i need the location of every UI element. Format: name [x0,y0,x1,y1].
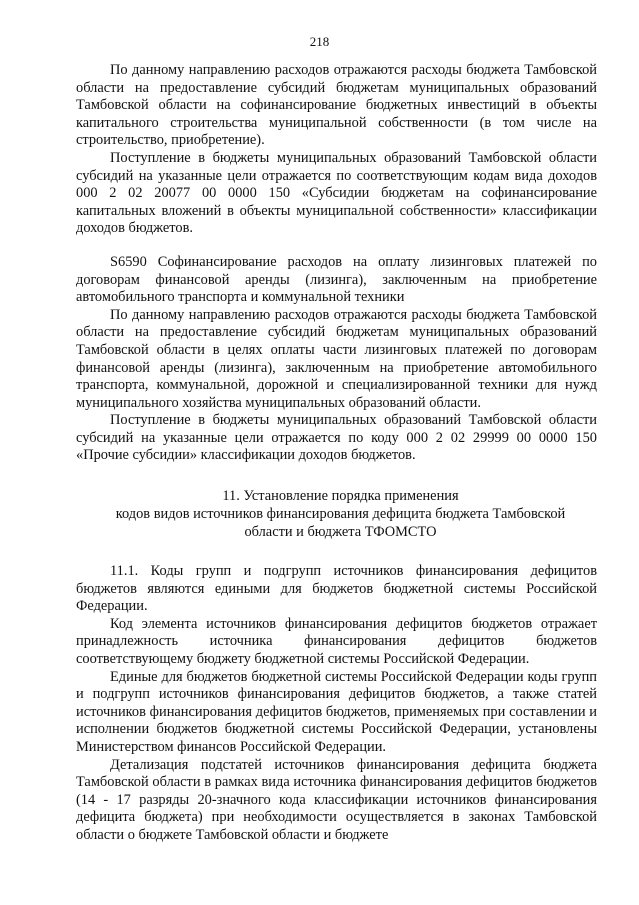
paragraph-element-code: Код элемента источников финансирования дефицитов бюджетов отражает принадлежность источника финансирования дефицитов бюджетов соответствующему бюджету бюджетной системы Российской Федерации. [76,615,597,668]
section-heading-line-3: области и бюджета ТФОМСТО [244,524,437,541]
paragraph-leasing-revenue: Поступление в бюджеты муниципальных образований Тамбовской области субсидий на указанные цели отражается по коду 000 2 02 29999 00 0000 150 «Прочие субсидии» классификации доходов бюджетов. [76,412,597,464]
page-content [76,62,597,845]
paragraph-11-1: 11.1. Коды групп и подгрупп источников финансирования дефицитов бюджетов являются едиными для бюджетов бюджетной системы Российской Федерации. [76,563,597,615]
section-heading-line-1: 11. Установление порядка применения [222,488,459,505]
paragraph-unified-codes: Единые для бюджетов бюджетной системы Российской Федерации коды групп и подгрупп источников финансирования дефицитов бюджетов, а также статей источников финансирования дефицитов бюджетов, применяемых при составлении и исполнении бюджетов бюджетной системы Российской Федерации, установлены Министерством финансов Российской Федерации. [76,668,597,755]
spacer [76,541,597,563]
paragraph-expenditure-direction: По данному направлению расходов отражаются расходы бюджета Тамбовской области на предоставление субсидий бюджетам муниципальных образований Тамбовской области на софинансирование бюджетных инвестиций в объекты капитального строительства муниципальной собственности (в том числе на строительство, приобретение). [76,62,597,149]
spacer [76,465,597,487]
paragraph-leasing-expenditure: По данному направлению расходов отражаются расходы бюджета Тамбовской области на предоставление субсидий бюджетам муниципальных образований Тамбовской области в целях оплаты части лизинговых платежей по договорам финансовой аренды (лизинга), заключенным на приобретение автомобильного транспорта, коммунальной, дорожной и специализированной техники для нужд муниципального хозяйства муниципальных образований области. [76,306,597,411]
page-number: 218 [309,34,330,49]
paragraph-detalization: Детализация подстатей источников финансирования дефицита бюджета Тамбовской области в рамках вида источника финансирования дефицитов бюджетов (14 - 17 разряды 20-значного кода классификации источников финансирования дефицита бюджета) при необходимости осуществляется в законах Тамбовской области о бюджете Тамбовской области и бюджете [76,756,597,843]
paragraph-revenue-receipt: Поступление в бюджеты муниципальных образований Тамбовской области субсидий на указанные цели отражается по соответствующим кодам вида доходов 000 2 02 20077 00 0000 150 «Субсидии бюджетам на софинансирование капитальных вложений в объекты муниципальной собственности» классификации доходов бюджетов. [76,149,597,237]
expenditure-code-title: S6590 Софинансирование расходов на оплату лизинговых платежей по договорам финансовой аренды (лизинга), заключенным на приобретение автомобильного транспорта и коммунальной техники [76,253,597,306]
section-heading-line-2: кодов видов источников финансирования дефицита бюджета Тамбовской [115,506,566,523]
spacer [76,238,597,254]
